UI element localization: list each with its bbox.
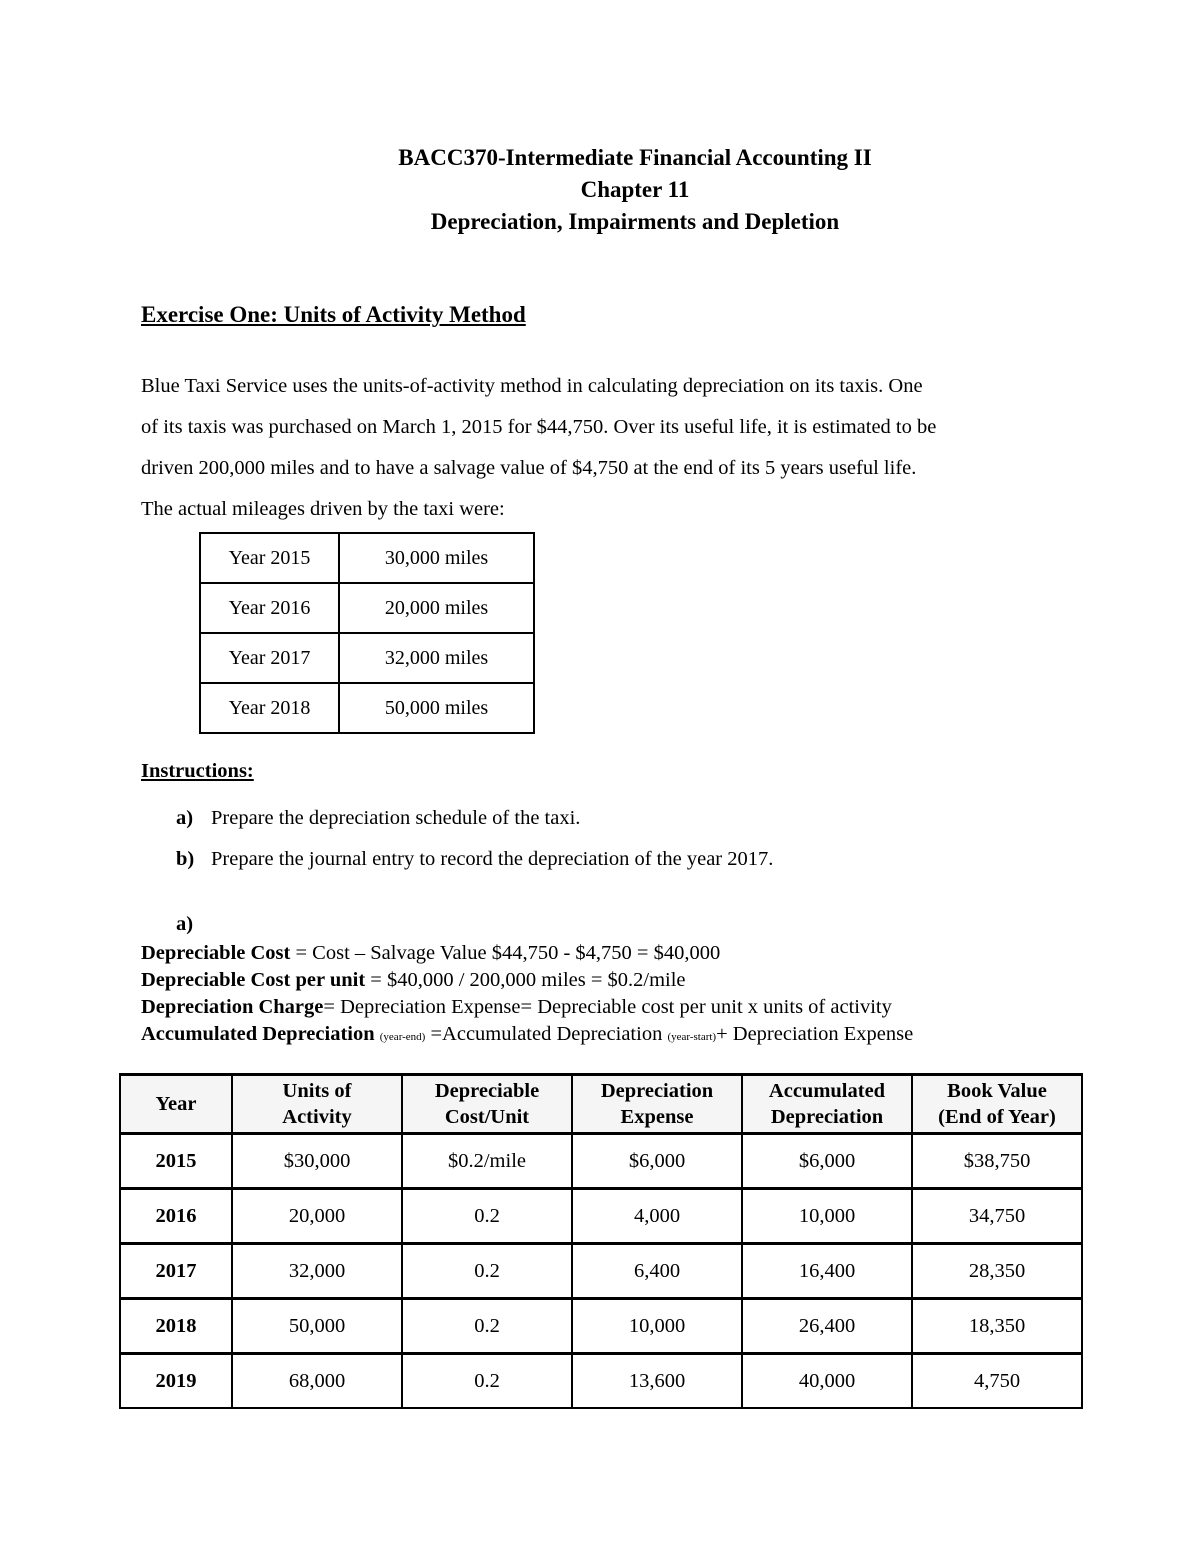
mileage-year: Year 2015 [200, 533, 339, 583]
cell-book-value: 18,350 [912, 1299, 1082, 1354]
table-row [120, 1134, 1082, 1189]
cell-units: 68,000 [232, 1354, 402, 1409]
mileage-miles: 30,000 miles [339, 533, 534, 583]
mileage-miles: 32,000 miles [339, 633, 534, 683]
cell-year: 2019 [120, 1354, 232, 1409]
formula-text: =Accumulated Depreciation [425, 1023, 668, 1045]
formula-term: Depreciation Charge [141, 996, 324, 1018]
cell-accumulated: 26,400 [742, 1299, 912, 1354]
mileage-miles: 20,000 miles [339, 583, 534, 633]
mileage-year: Year 2017 [200, 633, 339, 683]
header-line: Book Value [947, 1080, 1047, 1102]
cell-cost-per-unit: 0.2 [402, 1244, 572, 1299]
formula-text: + Depreciation Expense [716, 1023, 914, 1045]
table-row [120, 1354, 1082, 1409]
table-header-row [120, 1075, 1082, 1134]
table-row [120, 1299, 1082, 1354]
formula-subscript: (year-end) [379, 1031, 426, 1043]
formula-text: = Cost – Salvage Value $44,750 - $4,750 = $40,000 [290, 942, 721, 964]
exercise-paragraph [141, 366, 1081, 530]
table-row [120, 1189, 1082, 1244]
formula-text: = $40,000 / 200,000 miles = $0.2/mile [365, 969, 686, 991]
header-line: Depreciable [434, 1080, 540, 1102]
mileage-year: Year 2018 [200, 683, 339, 733]
header-line: Year [155, 1093, 197, 1115]
cell-book-value: 28,350 [912, 1244, 1082, 1299]
cell-units: 50,000 [232, 1299, 402, 1354]
topic-title: Depreciation, Impairments and Depletion [430, 209, 840, 234]
formula-subscript: (year-start) [667, 1031, 717, 1043]
table-row [200, 633, 534, 683]
list-item [176, 798, 773, 839]
cell-year: 2017 [120, 1244, 232, 1299]
list-text: Prepare the journal entry to record the depreciation of the year 2017. [211, 848, 774, 870]
course-title: BACC370-Intermediate Financial Accounting II [398, 145, 872, 170]
formula-depreciation-charge [141, 994, 913, 1021]
paragraph-line: Blue Taxi Service uses the units-of-activity method in calculating depreciation on its taxis. One [141, 375, 923, 397]
exercise-title: Exercise One: Units of Activity Method [141, 302, 526, 327]
table-row [200, 583, 534, 633]
cell-units: $30,000 [232, 1134, 402, 1189]
list-item [176, 839, 773, 880]
cell-expense: 13,600 [572, 1354, 742, 1409]
header-line: Depreciation [600, 1080, 714, 1102]
instructions-label: Instructions: [141, 760, 254, 782]
cell-expense: 6,400 [572, 1244, 742, 1299]
header-line: Accumulated [768, 1080, 886, 1102]
column-header [120, 1075, 232, 1134]
list-marker: b) [176, 848, 195, 870]
column-header [232, 1075, 402, 1134]
header-line: Depreciation [770, 1106, 884, 1128]
instructions-list [176, 798, 773, 880]
formula-term: Depreciable Cost per unit [141, 969, 366, 991]
cell-expense: 10,000 [572, 1299, 742, 1354]
formula-accumulated-depreciation [141, 1021, 913, 1051]
formula-depreciable-cost [141, 940, 913, 967]
cell-accumulated: 16,400 [742, 1244, 912, 1299]
column-header [402, 1075, 572, 1134]
mileage-year: Year 2016 [200, 583, 339, 633]
cell-expense: 4,000 [572, 1189, 742, 1244]
chapter-title: Chapter 11 [580, 177, 690, 202]
cell-accumulated: 10,000 [742, 1189, 912, 1244]
answer-label: a) [176, 913, 194, 935]
table-row [200, 533, 534, 583]
paragraph-line: driven 200,000 miles and to have a salvage value of $4,750 at the end of its 5 years useful life. [141, 457, 917, 479]
cell-cost-per-unit: $0.2/mile [402, 1134, 572, 1189]
mileage-miles: 50,000 miles [339, 683, 534, 733]
table-row [200, 683, 534, 733]
document-header [0, 142, 1200, 238]
column-header [572, 1075, 742, 1134]
cell-book-value: 34,750 [912, 1189, 1082, 1244]
formulas-block [141, 940, 913, 1051]
cell-year: 2015 [120, 1134, 232, 1189]
cell-accumulated: 40,000 [742, 1354, 912, 1409]
cell-book-value: $38,750 [912, 1134, 1082, 1189]
header-line: Activity [282, 1106, 352, 1128]
column-header [742, 1075, 912, 1134]
formula-text: = Depreciation Expense= Depreciable cost per unit x units of activity [323, 996, 892, 1018]
cell-year: 2018 [120, 1299, 232, 1354]
list-marker: a) [176, 807, 194, 829]
column-header [912, 1075, 1082, 1134]
list-text: Prepare the depreciation schedule of the taxi. [211, 807, 581, 829]
paragraph-line: The actual mileages driven by the taxi were: [141, 498, 505, 520]
mileage-table [199, 532, 535, 734]
cell-units: 32,000 [232, 1244, 402, 1299]
header-line: Cost/Unit [444, 1106, 530, 1128]
formula-term: Accumulated Depreciation [141, 1023, 375, 1045]
depreciation-schedule-table [119, 1073, 1083, 1409]
cell-cost-per-unit: 0.2 [402, 1354, 572, 1409]
paragraph-line: of its taxis was purchased on March 1, 2015 for $44,750. Over its useful life, it is estimated to be [141, 416, 937, 438]
cell-book-value: 4,750 [912, 1354, 1082, 1409]
cell-cost-per-unit: 0.2 [402, 1189, 572, 1244]
header-line: (End of Year) [938, 1106, 1056, 1128]
table-row [120, 1244, 1082, 1299]
cell-units: 20,000 [232, 1189, 402, 1244]
cell-cost-per-unit: 0.2 [402, 1299, 572, 1354]
header-line: Expense [620, 1106, 694, 1128]
cell-year: 2016 [120, 1189, 232, 1244]
cell-expense: $6,000 [572, 1134, 742, 1189]
header-line: Units of [282, 1080, 352, 1102]
formula-cost-per-unit [141, 967, 913, 994]
formula-term: Depreciable Cost [141, 942, 291, 964]
cell-accumulated: $6,000 [742, 1134, 912, 1189]
